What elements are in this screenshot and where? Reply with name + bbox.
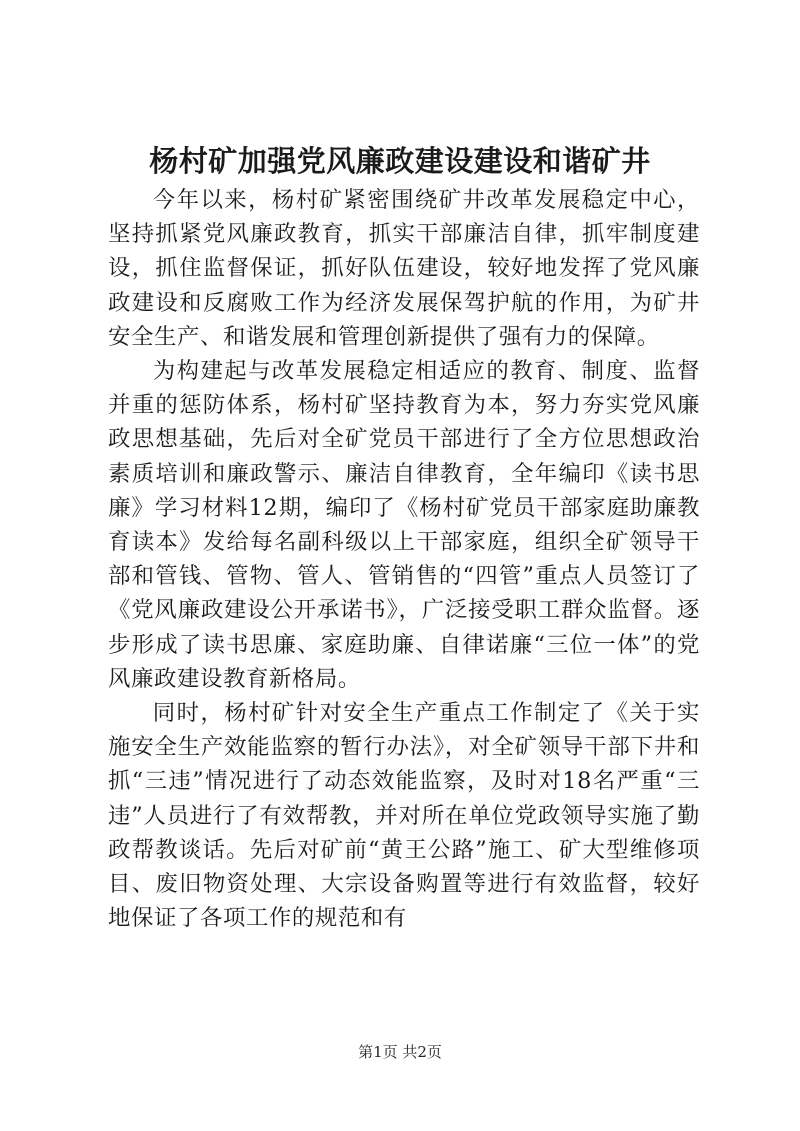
paragraph-1: 今年以来，杨村矿紧密围绕矿井改革发展稳定中心，坚持抓紧党风廉政教育，抓实干部廉洁自律，抓牢制度建设，抓住监督保证，抓好队伍建设，较好地发挥了党风廉政建设和反腐败工作为经济发展保驾护航的作用，为矿井安全生产、和谐发展和管理创新提供了强有力的保障。 [108,187,700,350]
document-title: 杨村矿加强党风廉政建设建设和谐矿井 [149,144,651,178]
document-body [108,183,700,935]
page-footer: 第1页 共2页 [358,1043,442,1061]
paragraph-3: 同时，杨村矿针对安全生产重点工作制定了《关于实施安全生产效能监察的暂行办法》，对全矿领导干部下井和抓“三违”情况进行了动态效能监察，及时对18名严重“三违”人员进行了有效帮教，并对所在单位党政领导实施了勤政帮教谈话。先后对矿前“黄王公路”施工、矿大型维修项目、废旧物资处理、大宗设备购置等进行有效监督，较好地保证了各项工作的规范和有 [108,700,700,932]
paragraph-2: 为构建起与改革发展稳定相适应的教育、制度、监督并重的惩防体系，杨村矿坚持教育为本，努力夯实党风廉政思想基础，先后对全矿党员干部进行了全方位思想政治素质培训和廉政警示、廉洁自律教育，全年编印《读书思廉》学习材料12期，编印了《杨村矿党员干部家庭助廉教育读本》发给每名副科级以上干部家庭，组织全矿领导干部和管钱、管物、管人、管销售的“四管”重点人员签订了《党风廉政建设公开承诺书》，广泛接受职工群众监督。逐步形成了读书思廉、家庭助廉、自律诺廉“三位一体”的党风廉政建设教育新格局。 [108,358,700,692]
